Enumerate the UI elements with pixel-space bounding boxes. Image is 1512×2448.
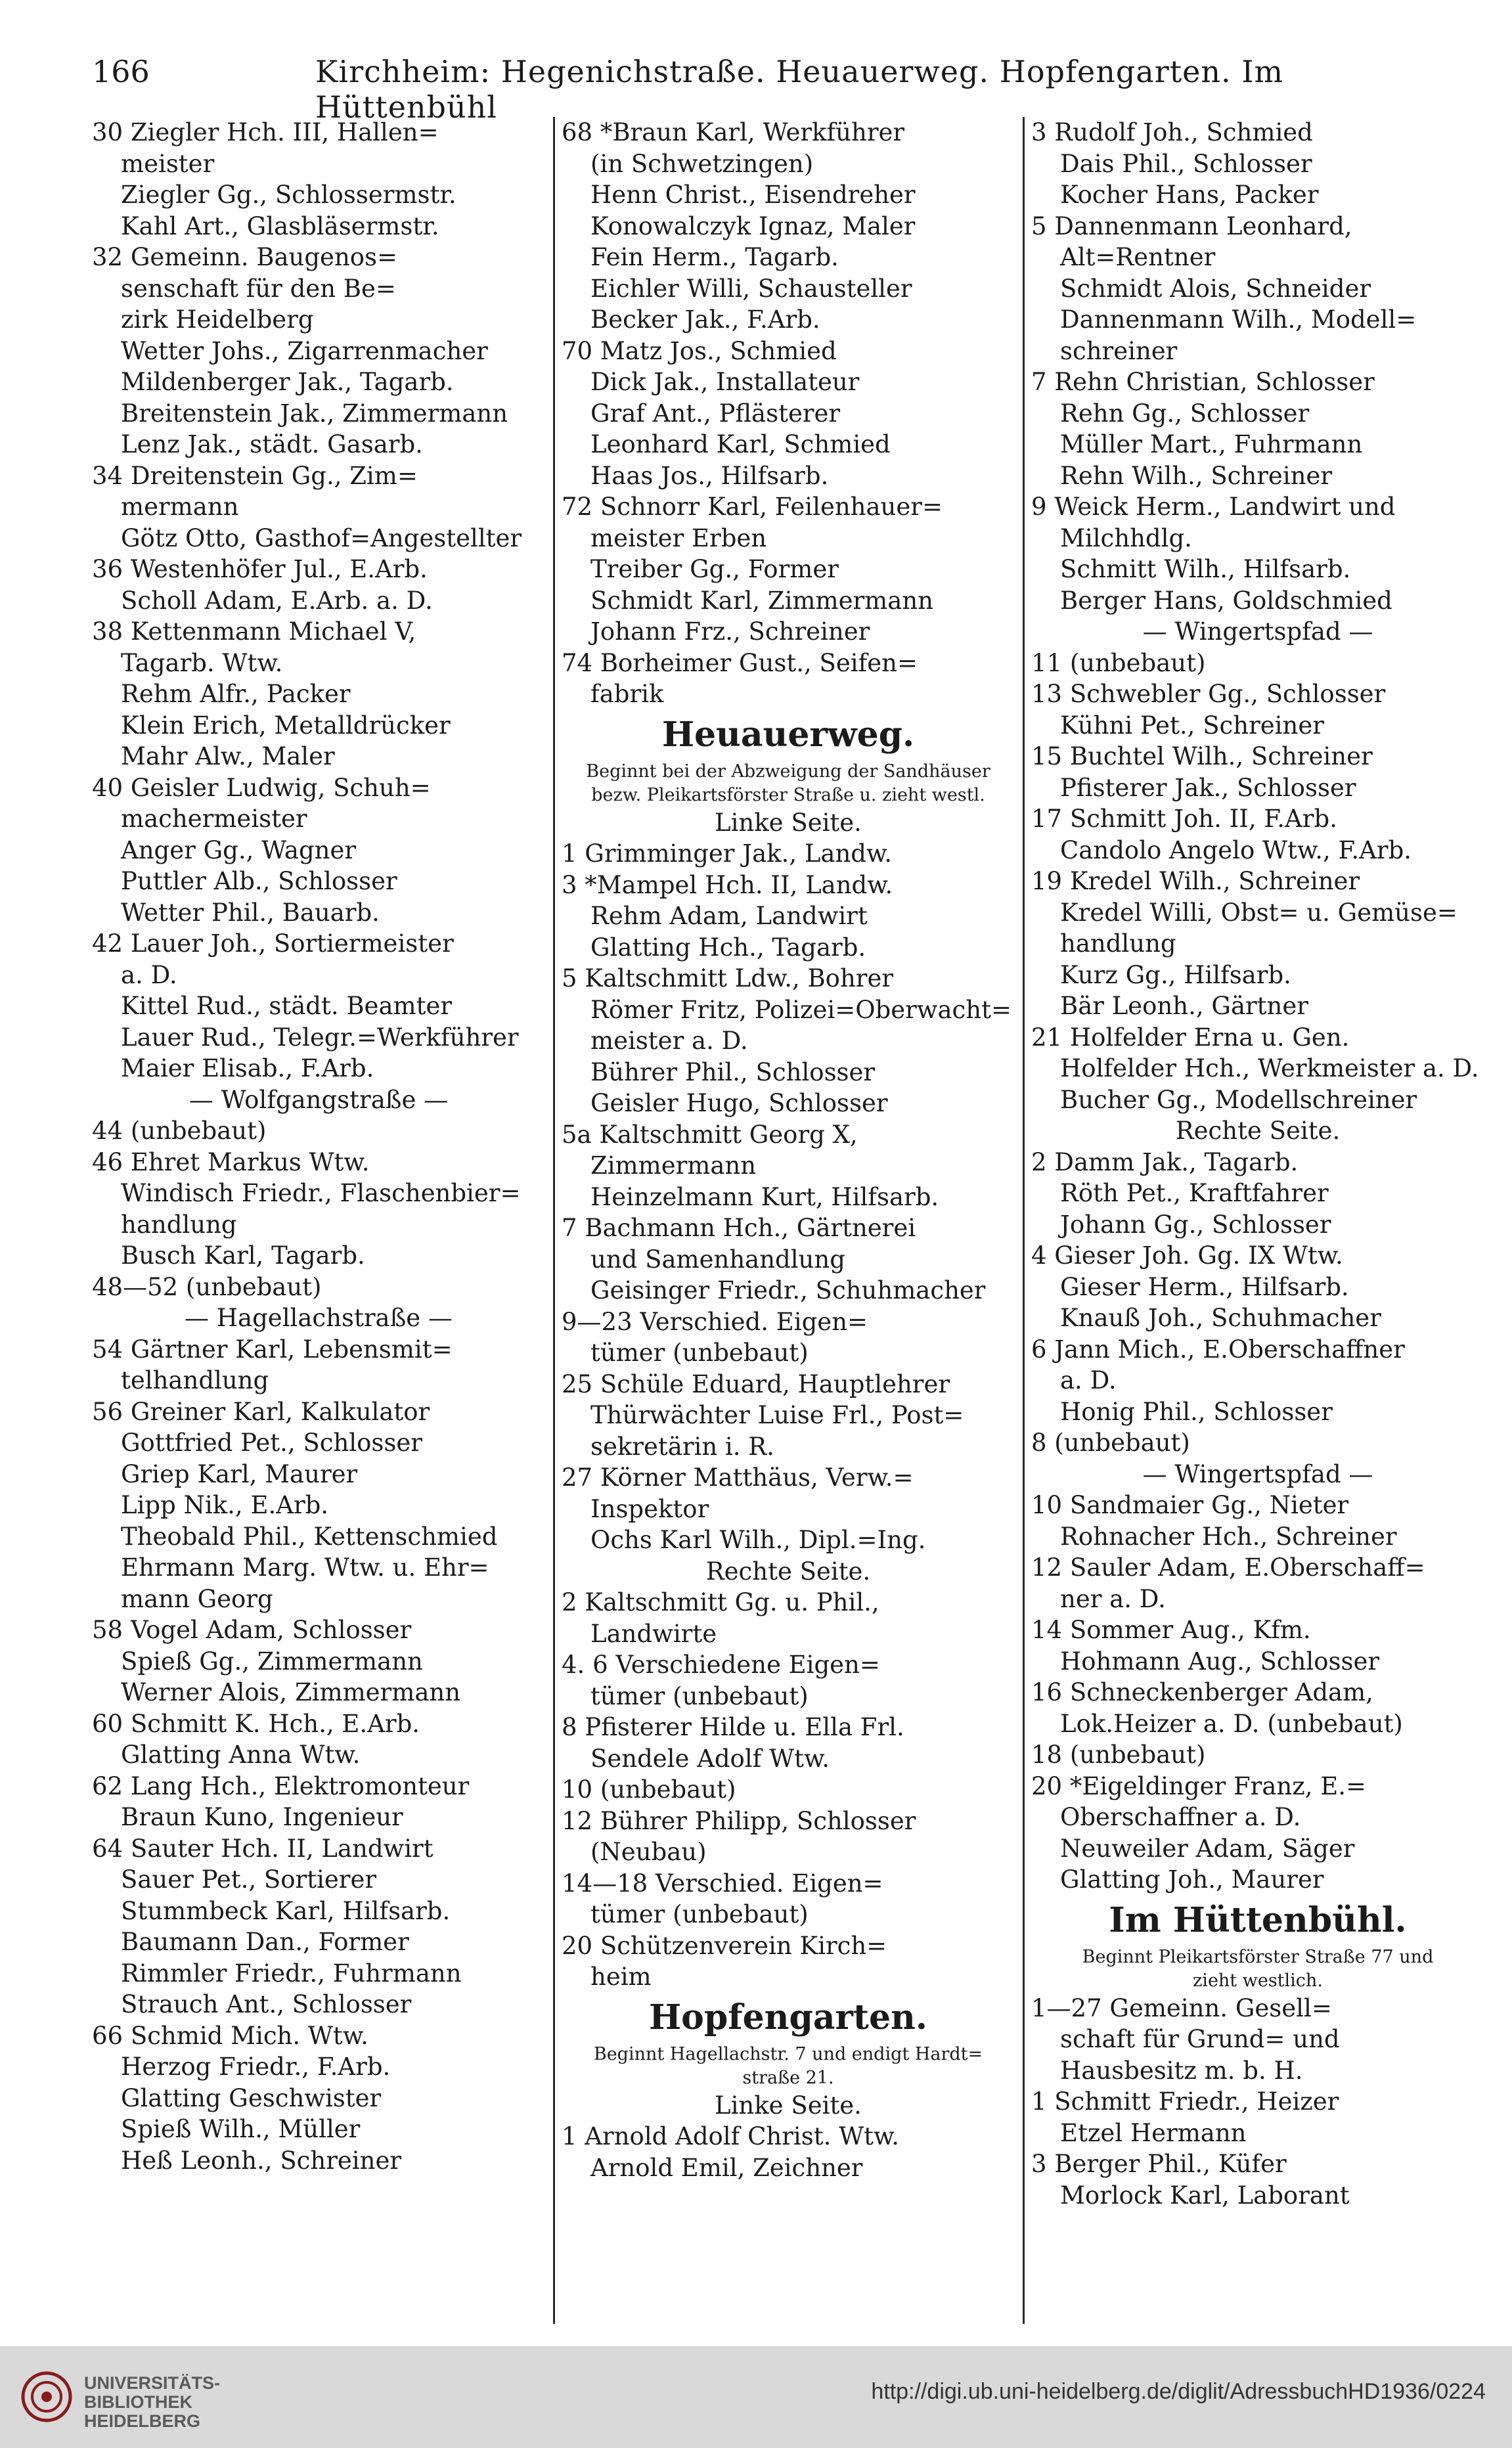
directory-line: a. D. (1060, 1366, 1117, 1394)
column-rule-right (1023, 117, 1025, 2324)
resident-entry: Pfisterer Jak., Schlosser (1060, 773, 1356, 802)
resident-entry: Heß Leonh., Schreiner (121, 2146, 402, 2175)
resident-entry: Herzog Friedr., F.Arb. (121, 2053, 391, 2081)
resident-entry: Anger Gg., Wagner (121, 835, 357, 864)
directory-line: schreiner (1060, 336, 1178, 365)
directory-line: (Neubau) (590, 1838, 707, 1866)
house-entry: 34 Dreitenstein Gg., Zim= (92, 461, 418, 490)
house-entry: 14—18 Verschied. Eigen= (562, 1869, 883, 1898)
house-entry: 42 Lauer Joh., Sortiermeister (92, 929, 454, 958)
resident-entry: Geisinger Friedr., Schuhmacher (590, 1276, 986, 1304)
directory-line: fabrik (590, 680, 664, 708)
resident-entry: Gieser Herm., Hilfsarb. (1060, 1272, 1349, 1301)
library-seal-icon (21, 2371, 72, 2422)
section-label: — Hagellachstraße — (185, 1304, 453, 1332)
house-entry: 7 Bachmann Hch., Gärtnerei (562, 1214, 916, 1242)
house-entry: 5a Kaltschmitt Georg X, (562, 1120, 858, 1149)
resident-entry: Sendele Adolf Wtw. (590, 1744, 830, 1773)
directory-line: tümer (unbebaut) (590, 1900, 809, 1928)
house-entry: 46 Ehret Markus Wtw. (92, 1147, 370, 1176)
house-entry: 44 (unbebaut) (92, 1117, 267, 1145)
directory-line: Oberschaffner a. D. (1060, 1803, 1301, 1831)
resident-entry: Griep Karl, Maurer (121, 1459, 358, 1488)
street-heading: Im Hüttenbühl. (1109, 1900, 1407, 1940)
house-entry: 4. 6 Verschiedene Eigen= (562, 1651, 880, 1679)
directory-line: mann Georg (121, 1584, 273, 1613)
resident-entry: Maier Elisab., F.Arb. (121, 1054, 374, 1082)
resident-entry: Glatting Joh., Maurer (1060, 1865, 1324, 1894)
resident-entry: Spieß Wilh., Müller (121, 2115, 361, 2143)
resident-entry: Haas Jos., Hilfsarb. (590, 461, 829, 490)
house-entry: 1 Arnold Adolf Christ. Wtw. (562, 2122, 900, 2150)
street-description: Beginnt bei der Abzweigung der Sandhäuser (586, 761, 990, 782)
resident-entry: Etzel Hermann (1060, 2118, 1247, 2147)
library-logo-text (84, 2374, 220, 2431)
house-entry: 60 Schmitt K. Hch., E.Arb. (92, 1709, 420, 1738)
resident-entry: Busch Karl, Tagarb. (121, 1241, 365, 1270)
resident-entry: Fein Herm., Tagarb. (590, 243, 839, 271)
house-entry: 2 Damm Jak., Tagarb. (1031, 1147, 1299, 1176)
resident-entry: Scholl Adam, E.Arb. a. D. (121, 586, 433, 615)
directory-column-2 (562, 117, 1015, 2324)
house-entry: 4 Gieser Joh. Gg. IX Wtw. (1031, 1241, 1343, 1270)
resident-entry: Wetter Phil., Bauarb. (121, 898, 380, 927)
resident-entry: Müller Mart., Fuhrmann (1060, 430, 1363, 458)
directory-line: tümer (unbebaut) (590, 1339, 809, 1367)
directory-line: meister (121, 149, 215, 178)
resident-entry: Glatting Hch., Tagarb. (590, 933, 866, 962)
directory-line: Landwirte (590, 1619, 717, 1648)
resident-entry: Kahl Art., Glasbläsermstr. (121, 211, 439, 240)
directory-line: zirk Heidelberg (121, 305, 314, 334)
resident-entry: Morlock Karl, Laborant (1060, 2181, 1350, 2210)
resident-entry: Kurz Gg., Hilfsarb. (1060, 960, 1291, 989)
resident-entry: Becker Jak., F.Arb. (590, 305, 820, 334)
house-entry: 15 Buchtel Wilh., Schreiner (1031, 742, 1373, 770)
house-entry: 32 Gemeinn. Baugenos= (92, 243, 398, 271)
house-entry: 2 Kaltschmitt Gg. u. Phil., (562, 1588, 879, 1616)
directory-line: Lok.Heizer a. D. (unbebaut) (1060, 1709, 1403, 1738)
page-header (92, 54, 1452, 125)
resident-entry: Lipp Nik., E.Arb. (121, 1491, 329, 1519)
house-entry: 5 Kaltschmitt Ldw., Bohrer (562, 964, 894, 992)
house-entry: 9 Weick Herm., Landwirt und (1031, 493, 1396, 521)
resident-entry: Ziegler Gg., Schlossermstr. (121, 181, 456, 209)
resident-entry: Götz Otto, Gasthof=Angestellter (121, 523, 522, 552)
resident-entry: Windisch Friedr., Flaschenbier= (121, 1179, 521, 1207)
house-entry: 10 (unbebaut) (562, 1775, 736, 1804)
house-entry: 11 (unbebaut) (1031, 648, 1206, 677)
directory-line: meister a. D. (590, 1027, 748, 1055)
house-entry: 12 Bührer Philipp, Schlosser (562, 1806, 916, 1835)
resident-entry: Heinzelmann Kurt, Hilfsarb. (590, 1182, 939, 1211)
street-description: Beginnt Hagellachstr. 7 und endigt Hardt= (593, 2043, 983, 2064)
house-entry: 1 Grimminger Jak., Landw. (562, 839, 893, 868)
house-entry: 1 Schmitt Friedr., Heizer (1031, 2087, 1339, 2116)
section-label: Rechte Seite. (1175, 1117, 1341, 1145)
house-entry: 56 Greiner Karl, Kalkulator (92, 1397, 430, 1426)
logo-line-1: UNIVERSITÄTS- (84, 2373, 221, 2393)
section-label: Rechte Seite. (705, 1557, 871, 1586)
street-heading: Hopfengarten. (649, 1997, 927, 2037)
directory-line: Alt=Rentner (1060, 243, 1216, 271)
resident-entry: Ochs Karl Wilh., Dipl.=Ing. (590, 1526, 926, 1554)
resident-entry: Glatting Anna Wtw. (121, 1741, 361, 1769)
resident-entry: Dais Phil., Schlosser (1060, 149, 1312, 178)
resident-entry: Schmidt Karl, Zimmermann (590, 586, 933, 615)
directory-line: senschaft für den Be= (121, 274, 396, 303)
house-entry: 54 Gärtner Karl, Lebensmit= (92, 1335, 453, 1364)
resident-entry: Spieß Gg., Zimmermann (121, 1647, 423, 1676)
house-entry: 62 Lang Hch., Elektromonteur (92, 1771, 470, 1800)
resident-entry: Holfelder Hch., Werkmeister a. D. (1060, 1054, 1479, 1082)
house-entry: 9—23 Verschied. Eigen= (562, 1307, 868, 1336)
house-entry: 38 Kettenmann Michael V, (92, 617, 416, 646)
directory-line: ner a. D. (1060, 1584, 1166, 1613)
street-description: straße 21. (742, 2067, 834, 2088)
logo-line-2: BIBLIOTHEK (84, 2392, 192, 2412)
resident-entry: Gottfried Pet., Schlosser (121, 1429, 422, 1457)
resident-entry: Werner Alois, Zimmermann (121, 1678, 461, 1706)
house-entry: 18 (unbebaut) (1031, 1741, 1206, 1769)
resident-entry: Rimmler Friedr., Fuhrmann (121, 1959, 462, 1988)
resident-entry: Thürwächter Luise Frl., Post= (590, 1401, 964, 1429)
house-entry: 1—27 Gemeinn. Gesell= (1031, 1993, 1332, 2022)
resident-entry: Braun Kuno, Ingenieur (121, 1803, 403, 1831)
house-entry: 20 *Eigeldinger Franz, E.= (1031, 1771, 1367, 1800)
resident-entry: Theobald Phil., Kettenschmied (121, 1522, 498, 1551)
resident-entry: Rehm Adam, Landwirt (590, 902, 868, 930)
directory-line: (in Schwetzingen) (590, 149, 814, 178)
resident-entry: Römer Fritz, Polizei=Oberwacht= (590, 995, 1012, 1024)
directory-line: Hausbesitz m. b. H. (1060, 2056, 1303, 2085)
house-entry: 8 (unbebaut) (1031, 1429, 1190, 1457)
resident-entry: Lauer Rud., Telegr.=Werkführer (121, 1023, 519, 1052)
section-label: — Wingertspfad — (1142, 617, 1373, 646)
resident-entry: Dannenmann Wilh., Modell= (1060, 305, 1417, 334)
resident-entry: Glatting Geschwister (121, 2083, 382, 2112)
section-label: — Wingertspfad — (1142, 1459, 1373, 1488)
resident-entry: Geisler Hugo, Schlosser (590, 1089, 888, 1117)
directory-line: telhandlung (121, 1366, 269, 1394)
directory-line: schaft für Grund= und (1060, 2025, 1340, 2053)
street-description: zieht westlich. (1193, 1970, 1323, 1991)
house-entry: 10 Sandmaier Gg., Nieter (1031, 1491, 1349, 1519)
house-entry: 48—52 (unbebaut) (92, 1272, 322, 1301)
house-entry: 5 Dannenmann Leonhard, (1031, 211, 1352, 240)
house-entry: 72 Schnorr Karl, Feilenhauer= (562, 493, 943, 521)
resident-entry: Johann Gg., Schlosser (1060, 1210, 1331, 1239)
house-entry: 7 Rehn Christian, Schlosser (1031, 368, 1375, 396)
directory-column-3 (1031, 117, 1484, 2324)
house-entry: 3 *Mampel Hch. II, Landw. (562, 870, 893, 899)
house-entry: 8 Pfisterer Hilde u. Ella Frl. (562, 1713, 904, 1741)
house-entry: 27 Körner Matthäus, Verw.= (562, 1463, 914, 1492)
resident-entry: Schmidt Alois, Schneider (1060, 274, 1371, 303)
resident-entry: Mahr Alw., Maler (121, 742, 335, 770)
library-footer-bar (0, 2346, 1512, 2448)
house-entry: 58 Vogel Adam, Schlosser (92, 1616, 412, 1644)
resident-entry: Bührer Phil., Schlosser (590, 1057, 876, 1086)
directory-line: a. D. (121, 960, 177, 989)
house-entry: 68 *Braun Karl, Werkführer (562, 118, 905, 146)
resident-entry: Dick Jak., Installateur (590, 368, 860, 396)
street-description: bezw. Pleikartsförster Straße u. zieht westl. (591, 784, 985, 805)
resident-entry: Kittel Rud., städt. Beamter (121, 992, 453, 1020)
resident-entry: Rehm Alfr., Packer (121, 680, 351, 708)
directory-line: meister Erben (590, 523, 767, 552)
resident-entry: Schmitt Wilh., Hilfsarb. (1060, 555, 1351, 583)
logo-line-3: HEIDELBERG (84, 2411, 201, 2431)
resident-entry: Honig Phil., Schlosser (1060, 1397, 1333, 1426)
directory-line: Milchhdlg. (1060, 523, 1192, 552)
resident-entry: Neuweiler Adam, Säger (1060, 1834, 1355, 1863)
resident-entry: Bucher Gg., Modellschreiner (1060, 1085, 1417, 1114)
directory-line: tümer (unbebaut) (590, 1681, 809, 1710)
street-heading: Heuauerweg. (661, 714, 915, 755)
resident-entry: Berger Hans, Goldschmied (1060, 586, 1392, 615)
directory-line: Zimmermann (590, 1151, 757, 1180)
house-entry: 14 Sommer Aug., Kfm. (1031, 1616, 1311, 1644)
resident-entry: Treiber Gg., Former (590, 555, 839, 583)
house-entry: 13 Schwebler Gg., Schlosser (1031, 680, 1386, 708)
resident-entry: Puttler Alb., Schlosser (121, 867, 397, 895)
resident-entry: Rehn Wilh., Schreiner (1060, 461, 1333, 490)
resident-entry: Klein Erich, Metalldrücker (121, 711, 451, 740)
resident-entry: Konowalczyk Ignaz, Maler (590, 211, 916, 240)
directory-line: handlung (1060, 929, 1176, 958)
page-number: 166 (92, 54, 150, 89)
directory-line: und Samenhandlung (590, 1245, 845, 1274)
street-description: Beginnt Pleikartsförster Straße 77 und (1082, 1946, 1434, 1967)
section-label: — Wolfgangstraße — (189, 1085, 449, 1114)
resident-entry: Breitenstein Jak., Zimmermann (121, 399, 508, 428)
resident-entry: Lenz Jak., städt. Gasarb. (121, 430, 423, 458)
resident-entry: Wetter Johs., Zigarrenmacher (121, 336, 488, 365)
resident-entry: Baumann Dan., Former (121, 1928, 409, 1956)
house-entry: 21 Holfelder Erna u. Gen. (1031, 1023, 1350, 1052)
house-entry: 16 Schneckenberger Adam, (1031, 1678, 1373, 1706)
house-entry: 12 Sauler Adam, E.Oberschaff= (1031, 1553, 1425, 1582)
resident-entry: Arnold Emil, Zeichner (590, 2153, 863, 2182)
directory-line: sekretärin i. R. (590, 1432, 774, 1461)
resident-entry: Ehrmann Marg. Wtw. u. Ehr= (121, 1553, 489, 1582)
house-entry: 70 Matz Jos., Schmied (562, 336, 837, 365)
resident-entry: Henn Christ., Eisendreher (590, 181, 916, 209)
resident-entry: Sauer Pet., Sortierer (121, 1865, 377, 1894)
house-entry: 25 Schüle Eduard, Hauptlehrer (562, 1369, 950, 1398)
resident-entry: Stummbeck Karl, Hilfsarb. (121, 1896, 451, 1925)
house-entry: 3 Rudolf Joh., Schmied (1031, 118, 1313, 146)
resident-entry: Röth Pet., Kraftfahrer (1060, 1179, 1329, 1207)
running-head: Kirchheim: Hegenichstraße. Heuauerweg. Hopfengarten. Im Hüttenbühl (315, 54, 1284, 125)
house-entry: 36 Westenhöfer Jul., E.Arb. (92, 555, 428, 583)
section-label: Linke Seite. (715, 2091, 862, 2120)
house-entry: 20 Schützenverein Kirch= (562, 1931, 887, 1960)
column-rule-left (553, 117, 555, 2324)
house-entry: 66 Schmid Mich. Wtw. (92, 2021, 368, 2050)
resident-entry: Candolo Angelo Wtw., F.Arb. (1060, 835, 1412, 864)
resident-entry: Kocher Hans, Packer (1060, 181, 1319, 209)
directory-line: handlung (121, 1210, 237, 1239)
resident-entry: Graf Ant., Pflästerer (590, 399, 841, 428)
resident-entry: Leonhard Karl, Schmied (590, 430, 891, 458)
resident-entry: Bär Leonh., Gärtner (1060, 992, 1308, 1020)
section-label: Linke Seite. (715, 808, 862, 837)
house-entry: 74 Borheimer Gust., Seifen= (562, 648, 918, 677)
directory-line: heim (590, 1963, 652, 1991)
house-entry: 19 Kredel Wilh., Schreiner (1031, 867, 1360, 895)
house-entry: 6 Jann Mich., E.Oberschaffner (1031, 1335, 1405, 1364)
resident-entry: Knauß Joh., Schuhmacher (1060, 1304, 1381, 1332)
directory-line: machermeister (121, 805, 307, 833)
house-entry: 17 Schmitt Joh. II, F.Arb. (1031, 805, 1337, 833)
resident-entry: Eichler Willi, Schausteller (590, 274, 912, 303)
directory-line: Tagarb. Wtw. (121, 648, 283, 677)
resident-entry: Rehn Gg., Schlosser (1060, 399, 1310, 428)
resident-entry: Kühni Pet., Schreiner (1060, 711, 1324, 740)
house-entry: 40 Geisler Ludwig, Schuh= (92, 773, 431, 802)
resident-entry: Rohnacher Hch., Schreiner (1060, 1522, 1397, 1551)
house-entry: 64 Sauter Hch. II, Landwirt (92, 1834, 434, 1863)
directory-line: mermann (121, 493, 239, 521)
directory-line: Inspektor (590, 1494, 709, 1523)
resident-entry: Johann Frz., Schreiner (590, 617, 870, 646)
resident-entry: Strauch Ant., Schlosser (121, 1990, 412, 2018)
house-entry: 30 Ziegler Hch. III, Hallen= (92, 118, 439, 146)
house-entry: 3 Berger Phil., Küfer (1031, 2150, 1287, 2178)
resident-entry: Kredel Willi, Obst= u. Gemüse= (1060, 898, 1457, 927)
resident-entry: Hohmann Aug., Schlosser (1060, 1647, 1380, 1676)
resident-entry: Mildenberger Jak., Tagarb. (121, 368, 454, 396)
directory-column-1 (92, 117, 545, 2324)
source-url-link[interactable]: http://digi.ub.uni-heidelberg.de/diglit/AdressbuchHD1936/0224 (871, 2379, 1486, 2404)
